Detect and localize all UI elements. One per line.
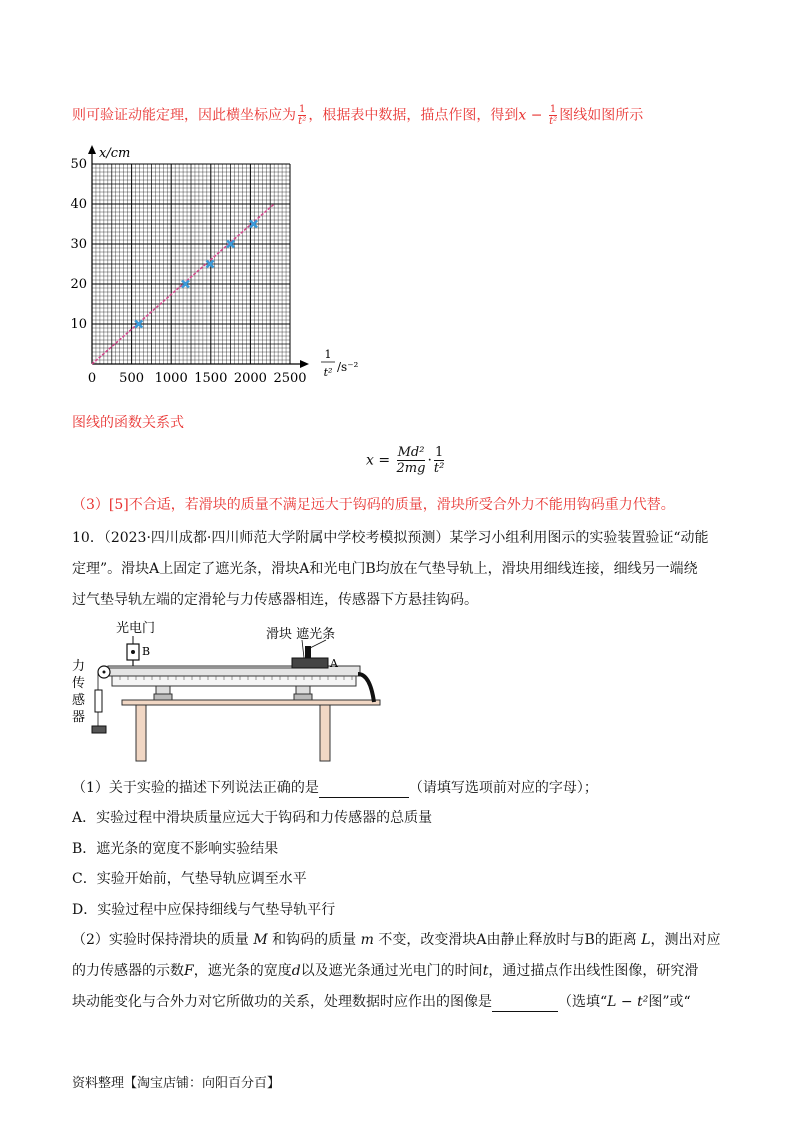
x-axis-label-unit: /s⁻² [337,360,359,374]
svg-text:感: 感 [72,693,86,708]
var-F: F [184,963,194,979]
label-b: B [142,645,151,658]
var-L: L [641,932,651,948]
label-force-sensor [72,658,85,725]
var-m: m [360,932,374,948]
support-left [156,686,170,694]
x-tick-label: 2500 [273,371,307,386]
q10-line-2: 定理”。滑块A上固定了遮光条，滑块A和光电门B均放在气垫导轨上，滑块用细线连接，细线另一端绕 [72,561,698,577]
x-axis-label-num: 1 [324,348,332,361]
q1-option-a: A．实验过程中滑块质量应远大于钩码和力传感器的总质量 [72,810,433,826]
relation-label: 图线的函数关系式 [72,415,184,431]
x-vs-inv-t2-chart [55,140,365,390]
answer-3: （3）[5]不合适，若滑块的质量不满足远大于钩码的质量，滑块所受合外力不能用钩码重力代替。 [72,497,675,513]
x-axis-label-den: t² [323,366,333,379]
y-axis-arrow [88,145,96,154]
q2-line-3: 块动能变化与合外力对它所做功的关系，处理数据时应作出的图像是 （选填“L − t²图”或“ [72,994,691,1010]
footer-note: 资料整理【淘宝店铺：向阳百分百】 [72,1076,281,1091]
q2-line-2: 的力传感器的示数F，遮光条的宽度d以及遮光条通过光电门的时间t，通过描点作出线性图像，研究滑 [72,963,699,979]
table-top [122,700,380,705]
slider-leader [302,640,304,658]
formula-frac-main: $\frac{\text{Md²}}{2mg}$ [396,445,426,476]
x-axis-arrow [300,360,309,368]
label-a: A [330,657,338,670]
q10-line-3: 过气垫导轨左端的定滑轮与力传感器相连，传感器下方悬挂钩码。 [72,592,478,608]
relation-formula [366,445,446,476]
hook-weight [92,726,106,733]
svg-text:力: 力 [72,659,86,674]
intro-text-1: 则可验证动能定理，因此横坐标应为 [72,107,296,124]
formula-lhs: x = [366,452,391,469]
x-tick-label: 2000 [233,371,267,386]
intro-text-3: 图线如图所示 [559,107,644,124]
svg-text:器: 器 [72,710,86,725]
support-right-base [294,694,312,700]
table-leg-left [136,705,146,761]
var-t: t [482,963,489,979]
x-tick-label: 500 [119,371,145,386]
y-tick-label: 40 [70,197,87,212]
support-left-base [154,694,172,700]
x-tick-label: 0 [87,371,97,386]
intro-dash: − [526,107,547,124]
force-sensor [95,690,102,712]
q2-answer-blank[interactable] [492,997,558,1012]
air-track-body [112,676,356,686]
intro-text-2: ，根据表中数据，描点作图，得到 [308,107,519,124]
q1-stem [72,778,598,798]
q2-option-l-t2: L − t² [607,994,649,1010]
q1-option-c: C．实验开始前，气垫导轨应调至水平 [72,871,307,887]
formula-frac-inv: $\frac{1}{\text{t²}}$ [433,445,445,476]
slider-a [292,658,328,668]
label-photogate: 光电门 [116,621,156,636]
chart-points [135,221,257,328]
air-hose [358,674,374,702]
var-d: d [291,963,301,979]
apparatus-diagram [70,618,390,764]
svg-text:传: 传 [72,676,86,691]
x-tick-label: 1000 [154,371,188,386]
support-right [296,686,310,694]
photogate-dot [131,650,135,654]
fraction-1-over-t2-b: $\frac{1}{\text{t²}}$ [549,104,558,127]
chart-grid [92,164,290,364]
q1-stem-b: （请填写选项前对应的字母）； [408,780,598,796]
y-tick-label: 30 [70,237,87,252]
table-leg-right [320,705,330,761]
x-tick-label: 1500 [194,371,228,386]
y-tick-label: 20 [70,277,87,292]
q1-stem-a: （1）关于实验的描述下列说法正确的是 [72,780,319,796]
y-axis-label: x/cm [99,146,131,161]
pulley-axle [103,671,106,674]
intro-x-var: x [518,107,527,124]
q2-line-1: （2）实验时保持滑块的质量 M 和钩码的质量 m 不变，改变滑块A由静止释放时与B的距离 L，测出对应 [72,932,721,948]
chart-axes [88,145,309,368]
fraction-1-over-t2: $\frac{1}{\text{t²}}$ [298,104,307,127]
formula-dot: · [427,452,432,469]
label-slider-strip: 滑块 遮光条 [266,627,336,642]
q10-line-1: 10．（2023·四川成都·四川师范大学附属中学校考模拟预测）某学习小组利用图示的实验装置验证“动能 [72,530,709,546]
y-tick-label: 50 [70,157,87,172]
q1-option-d: D．实验过程中应保持细线与气垫导轨平行 [72,902,336,918]
y-tick-label: 10 [70,317,87,332]
intro-line [72,104,643,127]
q1-option-b: B．遮光条的宽度不影响实验结果 [72,841,279,857]
q1-answer-blank[interactable] [319,783,409,798]
var-M: M [253,932,268,948]
